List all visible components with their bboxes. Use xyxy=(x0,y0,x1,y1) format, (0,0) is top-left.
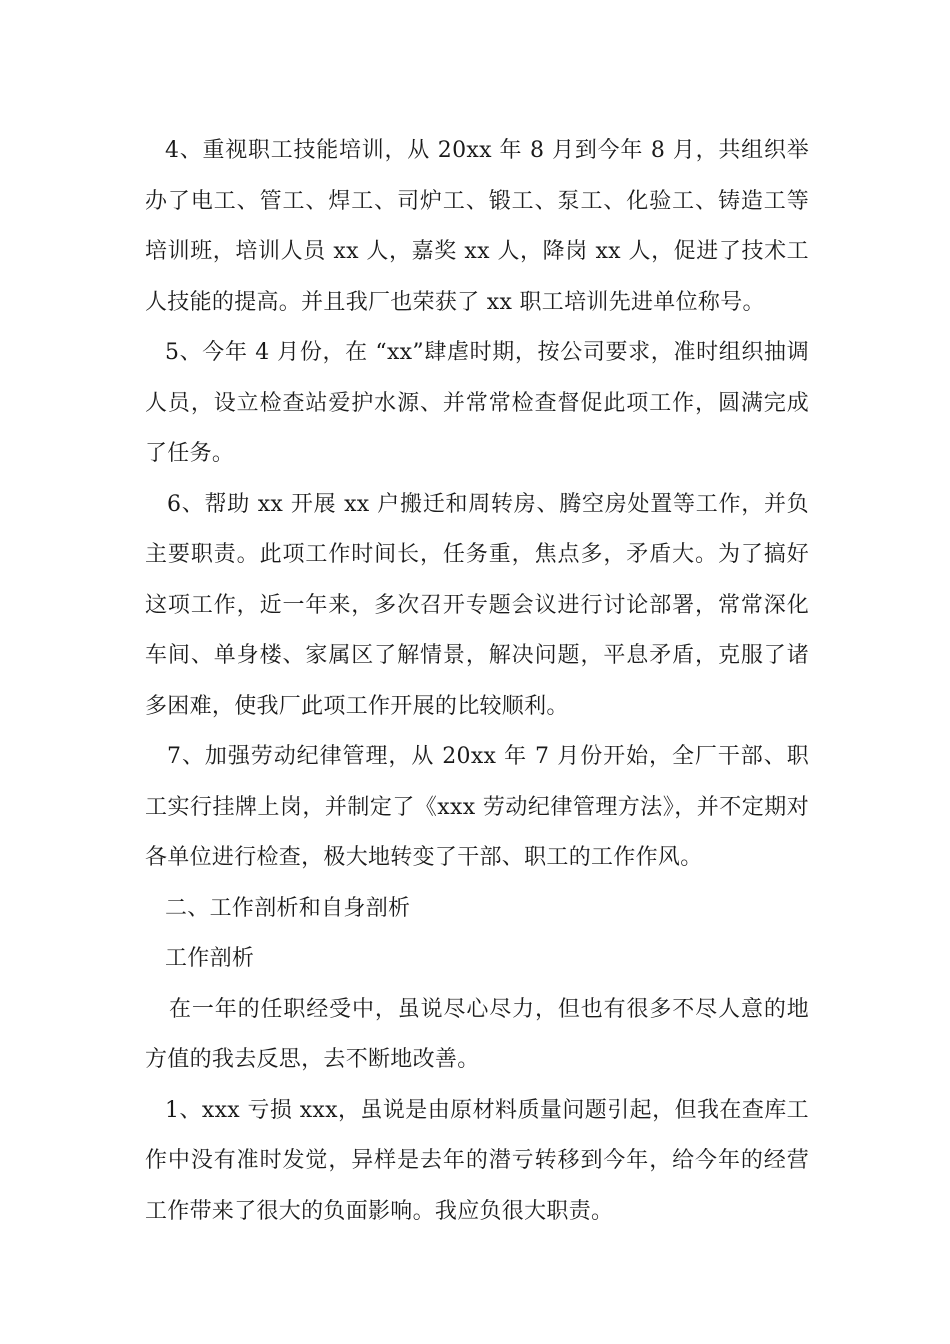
paragraph-item-5-inspection: 5、今年 4 月份，在 “xx”肆虐时期，按公司要求，准时组织抽调人员，设立检查站爱护水源、并常常检查督促此项工作，圆满完成了任务。 xyxy=(145,340,809,466)
paragraph-item-6-relocation: 6、帮助 xx 开展 xx 户搬迁和周转房、腾空房处置等工作，并负主要职责。此项工作时间长，任务重，焦点多，矛盾大。为了搞好这项工作，近一年来，多次召开专题会议进行讨论部署，常常深化车间、单身楼、家属区了解情景，解决问题，平息矛盾，克服了诸多困难，使我厂此项工作开展的比较顺利。 xyxy=(145,491,809,719)
document-page xyxy=(145,126,809,1237)
paragraph-item-1-loss: 1、xxx 亏损 xxx，虽说是由原材料质量问题引起，但我在查库工作中没有准时发觉，异样是去年的潜亏转移到今年，给今年的经营工作带来了很大的负面影响。我应负很大职责。 xyxy=(145,1097,809,1224)
section-heading-analysis: 二、工作剖析和自身剖析 xyxy=(165,895,411,921)
paragraph-reflection: 在一年的任职经受中，虽说尽心尽力，但也有很多不尽人意的地方值的我去反思，去不断地改善。 xyxy=(145,996,809,1072)
paragraph-item-7-discipline: 7、加强劳动纪律管理，从 20xx 年 7 月份开始，全厂干部、职工实行挂牌上岗，并制定了《xxx 劳动纪律管理方法》，并不定期对各单位进行检查，极大地转变了干部、职工的工作作风。 xyxy=(145,744,809,870)
paragraph-item-4-training: 4、重视职工技能培训，从 20xx 年 8 月到今年 8 月，共组织举办了电工、管工、焊工、司炉工、锻工、泵工、化验工、铸造工等培训班，培训人员 xx 人，嘉奖 xx 人，降岗 xx 人，促进了技术工人技能的提高。并且我厂也荣获了 xx 职工培训先进单位称号。 xyxy=(145,138,809,315)
subheading-work-analysis: 工作剖析 xyxy=(165,946,255,971)
